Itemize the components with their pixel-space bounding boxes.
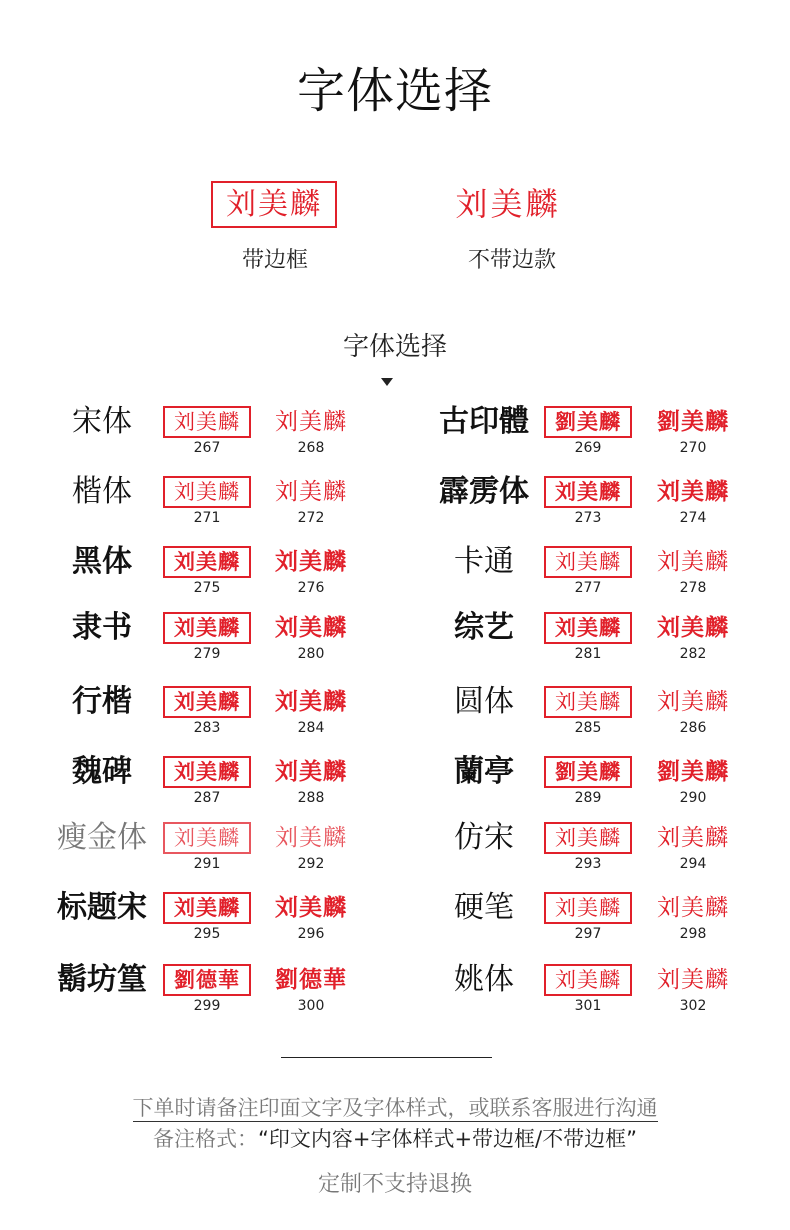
no-return-note: 定制不支持退换 [317,1172,472,1197]
seal-boxed-sample: 刘美麟 [163,476,251,508]
seal-boxed-sample: 刘美麟 [163,756,251,788]
seal-plain-sample: 刘美麟 [275,758,347,785]
font-name: 仿宋 [454,820,514,855]
style-code: 296 [297,926,325,942]
style-code: 300 [297,998,325,1014]
font-name: 圆体 [454,684,514,719]
style-code: 270 [679,440,707,456]
seal-plain-sample: 刘美麟 [657,478,729,505]
font-row [0,540,790,600]
order-note-text: 下单时请备注印面文字及字体样式，或联系客服进行沟通 [132,1096,658,1120]
style-code: 281 [574,646,602,662]
seal-boxed-sample: 刘美麟 [544,686,632,718]
font-name: 姚体 [454,962,514,997]
seal-boxed-sample: 刘美麟 [544,964,632,996]
style-code: 290 [679,790,707,806]
style-code: 282 [679,646,707,662]
style-code: 298 [679,926,707,942]
seal-plain-sample: 刘美麟 [275,894,347,921]
seal-plain-sample: 刘美麟 [657,614,729,641]
seal-plain-sample: 刘美麟 [275,479,347,505]
style-code: 273 [574,510,602,526]
seal-boxed-sample: 刘美麟 [544,892,632,924]
style-code: 269 [574,440,602,456]
font-row [0,606,790,666]
seal-plain-sample: 劉美麟 [657,408,729,435]
style-code: 294 [679,856,707,872]
font-name: 魏碑 [72,754,132,789]
style-code: 295 [193,926,221,942]
font-row [0,750,790,810]
note-format-value: “印文内容+字体样式+带边框/不带边框” [257,1127,638,1151]
style-code: 287 [193,790,221,806]
section-title: 字体选择 [342,332,447,362]
font-name: 行楷 [72,684,132,719]
seal-plain-sample: 刘美麟 [275,409,347,435]
font-name: 硬笔 [454,890,514,925]
note-format [0,1123,790,1153]
seal-plain-sample: 刘美麟 [275,614,347,641]
seal-plain-sample: 刘美麟 [657,549,729,575]
style-code: 301 [574,998,602,1014]
seal-boxed-sample: 劉美麟 [544,406,632,438]
seal-boxed-sample: 劉德華 [163,964,251,996]
style-code: 278 [679,580,707,596]
font-name: 蘭亭 [454,754,514,789]
down-triangle-icon [381,378,393,386]
seal-plain-sample: 劉美麟 [657,758,729,785]
font-row [0,400,790,460]
style-code: 277 [574,580,602,596]
seal-boxed-sample: 刘美麟 [544,546,632,578]
style-code: 293 [574,856,602,872]
style-code: 299 [193,998,221,1014]
font-name: 隶书 [72,610,132,645]
font-name: 古印體 [439,404,529,439]
font-row [0,680,790,740]
style-code: 291 [193,856,221,872]
font-name: 标题宋 [57,890,147,925]
font-name: 鬍坊篁 [57,962,147,997]
font-name: 瘦金体 [57,820,147,855]
font-row [0,470,790,530]
style-code: 283 [193,720,221,736]
style-code: 272 [297,510,325,526]
style-code: 268 [297,440,325,456]
style-code: 285 [574,720,602,736]
seal-plain-sample: 刘美麟 [275,688,347,715]
style-code: 275 [193,580,221,596]
seal-boxed-sample: 刘美麟 [544,822,632,854]
seal-boxed-sample: 刘美麟 [163,612,251,644]
font-row [0,958,790,1018]
seal-boxed-sample: 刘美麟 [544,612,632,644]
style-code: 302 [679,998,707,1014]
seal-boxed-sample: 刘美麟 [163,892,251,924]
demo-seal-boxed: 刘美麟 [211,181,337,228]
seal-plain-sample: 刘美麟 [657,967,729,993]
style-code: 279 [193,646,221,662]
font-name: 宋体 [72,404,132,439]
style-code: 289 [574,790,602,806]
font-row [0,816,790,876]
plain-label: 不带边款 [467,248,556,273]
note-format-prefix: 备注格式： [152,1127,258,1151]
style-code: 284 [297,720,325,736]
seal-plain-sample: 刘美麟 [657,895,729,921]
seal-plain-sample: 劉德華 [275,966,347,993]
style-code: 276 [297,580,325,596]
divider [281,1057,492,1058]
style-code: 267 [193,440,221,456]
font-name: 楷体 [72,474,132,509]
style-code: 271 [193,510,221,526]
style-code: 297 [574,926,602,942]
style-code: 292 [297,856,325,872]
seal-plain-sample: 刘美麟 [275,548,347,575]
page-title: 字体选择 [296,63,493,119]
seal-boxed-sample: 劉美麟 [544,756,632,788]
seal-boxed-sample: 刘美麟 [163,822,251,854]
style-code: 288 [297,790,325,806]
seal-boxed-sample: 刘美麟 [163,546,251,578]
order-note [0,1092,790,1122]
font-row [0,886,790,946]
font-name: 卡通 [454,544,514,579]
font-name: 黑体 [72,544,132,579]
seal-boxed-sample: 刘美麟 [163,686,251,718]
seal-plain-sample: 刘美麟 [657,825,729,851]
seal-boxed-sample: 刘美麟 [163,406,251,438]
font-name: 综艺 [454,610,514,645]
style-code: 286 [679,720,707,736]
seal-plain-sample: 刘美麟 [275,825,347,851]
demo-seal-plain: 刘美麟 [455,185,561,223]
style-code: 274 [679,510,707,526]
boxed-label: 带边框 [241,248,308,273]
style-code: 280 [297,646,325,662]
seal-boxed-sample: 刘美麟 [544,476,632,508]
seal-plain-sample: 刘美麟 [657,689,729,715]
font-name: 霹雳体 [439,474,529,509]
